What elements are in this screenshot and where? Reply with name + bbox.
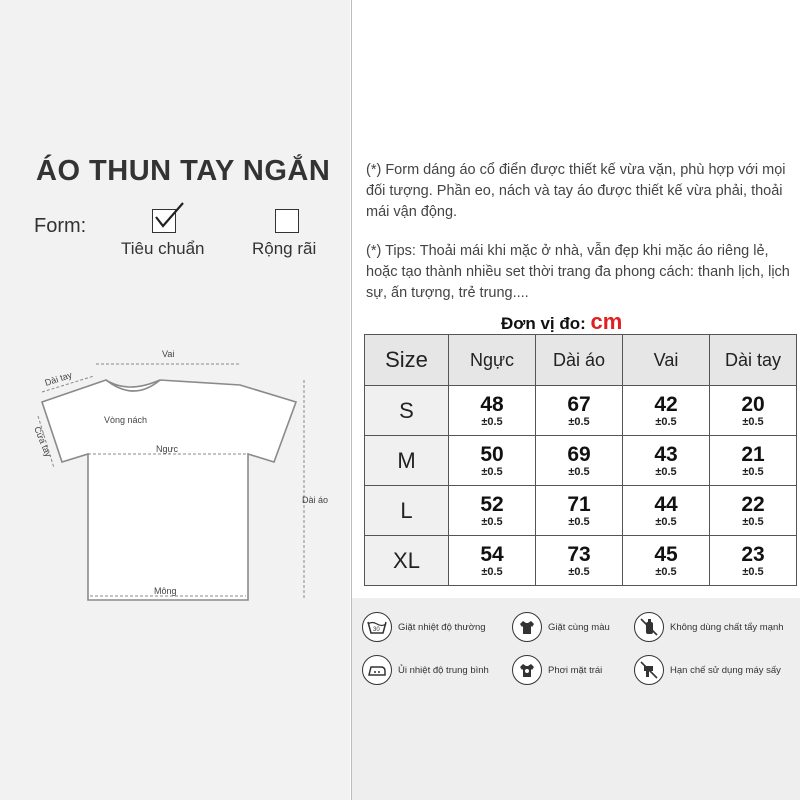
value: 22	[741, 492, 765, 516]
tolerance: ±0.5	[742, 515, 764, 528]
table-row	[365, 536, 797, 586]
value-cell	[536, 386, 623, 436]
label-shoulder: Vai	[162, 349, 175, 359]
header-length: Dài áo	[536, 335, 623, 386]
iron-medium-icon	[362, 655, 392, 685]
size-table	[364, 334, 797, 586]
tolerance: ±0.5	[655, 415, 677, 428]
size-cell: S	[365, 386, 449, 436]
value-cell	[449, 436, 536, 486]
tolerance: ±0.5	[742, 565, 764, 578]
care-label: Phơi mặt trái	[548, 664, 603, 676]
header-size: Size	[365, 335, 449, 386]
value: 69	[567, 442, 591, 466]
label-armhole: Vòng nách	[104, 415, 148, 425]
size-cell: M	[365, 436, 449, 486]
value-cell	[710, 486, 797, 536]
label-sleeve-opening: Cửa tay	[32, 425, 54, 459]
dry-inside-out-icon	[512, 655, 542, 685]
header-shoulder: Vai	[623, 335, 710, 386]
table-row	[365, 436, 797, 486]
value: 43	[654, 442, 678, 466]
tolerance: ±0.5	[568, 565, 590, 578]
limit-dryer-icon	[634, 655, 664, 685]
value: 67	[567, 392, 591, 416]
header-chest: Ngực	[449, 335, 536, 386]
unit-line	[501, 309, 622, 335]
label-sleeve-length: Dài tay	[43, 369, 74, 388]
care-item-limit-dryer	[634, 655, 781, 685]
tolerance: ±0.5	[481, 465, 503, 478]
value-cell	[623, 386, 710, 436]
label-hip: Mông	[154, 586, 177, 596]
checkbox-loose[interactable]	[275, 209, 299, 233]
care-label: Giặt nhiệt độ thường	[398, 621, 486, 633]
value: 20	[741, 392, 765, 416]
checkmark-icon	[152, 201, 186, 231]
value: 73	[567, 542, 591, 566]
form-label: Form:	[34, 215, 87, 237]
no-bleach-icon	[634, 612, 664, 642]
tolerance: ±0.5	[655, 465, 677, 478]
table-row	[365, 486, 797, 536]
wash-normal-icon	[362, 612, 392, 642]
label-length: Dài áo	[302, 495, 329, 505]
value: 54	[480, 542, 504, 566]
label-chest: Ngực	[156, 444, 179, 454]
description-form: (*) Form dáng áo cổ điển được thiết kế vừa vặn, phù hợp với mọi đối tượng. Phần eo, nách và tay áo được thiết kế vừa phải, thoải mái vận động.	[366, 162, 786, 220]
care-item-wash-normal	[362, 612, 486, 642]
value-cell	[449, 536, 536, 586]
description-tips: (*) Tips: Thoải mái khi mặc ở nhà, vẫn đẹp khi mặc áo riêng lẻ, hoặc tạo thành nhiều set thời trang đa phong cách: thanh lịch, lịch sự, ấn tượng, trẻ trung....	[366, 243, 790, 301]
product-title: ÁO THUN TAY NGẮN	[36, 155, 331, 187]
care-item-iron-medium	[362, 655, 489, 685]
tolerance: ±0.5	[742, 465, 764, 478]
care-label: Không dùng chất tẩy mạnh	[670, 621, 784, 633]
value-cell	[710, 536, 797, 586]
value: 50	[480, 442, 504, 466]
value-cell	[710, 436, 797, 486]
tolerance: ±0.5	[481, 565, 503, 578]
option-standard-label: Tiêu chuẩn	[121, 239, 205, 258]
tolerance: ±0.5	[655, 515, 677, 528]
unit-value: cm	[590, 309, 623, 334]
svg-text:30: 30	[373, 627, 380, 633]
value: 23	[741, 542, 765, 566]
value-cell	[536, 436, 623, 486]
tolerance: ±0.5	[742, 415, 764, 428]
value-cell	[536, 536, 623, 586]
value-cell	[536, 486, 623, 536]
value-cell	[623, 486, 710, 536]
value: 45	[654, 542, 678, 566]
table-row	[365, 386, 797, 436]
unit-label: Đơn vị đo:	[501, 314, 586, 333]
tolerance: ±0.5	[481, 515, 503, 528]
value: 71	[567, 492, 591, 516]
tolerance: ±0.5	[655, 565, 677, 578]
value: 42	[654, 392, 678, 416]
size-cell: XL	[365, 536, 449, 586]
value: 44	[654, 492, 678, 516]
wash-same-color-icon	[512, 612, 542, 642]
tolerance: ±0.5	[481, 415, 503, 428]
size-cell: L	[365, 486, 449, 536]
option-loose-label: Rộng rãi	[252, 239, 317, 258]
value-cell	[623, 536, 710, 586]
value: 21	[741, 442, 765, 466]
care-label: Giặt cùng màu	[548, 621, 610, 633]
tolerance: ±0.5	[568, 465, 590, 478]
tolerance: ±0.5	[568, 515, 590, 528]
tolerance: ±0.5	[568, 415, 590, 428]
value-cell	[449, 486, 536, 536]
value: 48	[480, 392, 504, 416]
value: 52	[480, 492, 504, 516]
care-item-dry-inside-out	[512, 655, 602, 685]
tshirt-outline	[42, 380, 296, 600]
size-table-header	[365, 335, 797, 386]
value-cell	[449, 386, 536, 436]
tshirt-diagram	[28, 342, 348, 612]
header-sleeve: Dài tay	[710, 335, 797, 386]
care-item-no-bleach	[634, 612, 784, 642]
care-item-wash-same-color	[512, 612, 610, 642]
value-cell	[623, 436, 710, 486]
care-label: Hạn chế sử dụng máy sấy	[670, 664, 781, 676]
care-label: Ủi nhiệt độ trung bình	[398, 664, 489, 676]
value-cell	[710, 386, 797, 436]
